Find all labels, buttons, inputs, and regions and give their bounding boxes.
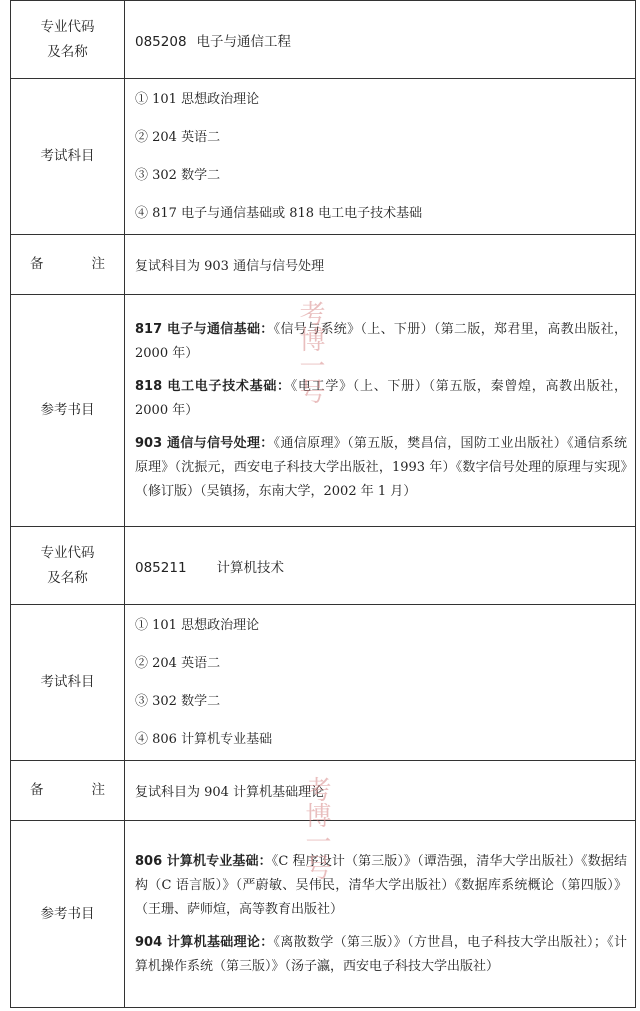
subject-item: ① 101 思想政治理论 — [135, 618, 260, 633]
subjects-label: 考试科目 — [11, 79, 125, 235]
table-row — [11, 761, 636, 821]
note-label-a: 备 — [30, 782, 44, 798]
subject-item: ③ 302 数学二 — [135, 694, 221, 709]
note-label — [11, 235, 125, 295]
books-cell — [125, 295, 636, 527]
program-code: 085208 — [135, 33, 187, 50]
code-label-line1: 专业代码 — [40, 544, 95, 561]
book-text: 《离散数学（第三版）》（方世昌，电子科技大学出版社）；《计算机操作系统（第三版）》（汤子瀛，西安电子科技大学出版社） — [135, 934, 627, 974]
book-title: 818 电工电子技术基础： — [135, 378, 291, 394]
program-code-name — [125, 527, 636, 605]
code-label-line2: 及名称 — [47, 43, 88, 60]
note-text: 复试科目为 903 通信与信号处理 — [125, 235, 636, 295]
book-entry — [135, 850, 627, 922]
subjects-cell — [125, 79, 636, 235]
book-title: 904 计算机基础理论： — [135, 934, 274, 950]
subject-item: ② 204 英语二 — [135, 656, 221, 671]
code-label-line2: 及名称 — [47, 569, 88, 586]
note-label-a: 备 — [30, 256, 44, 272]
book-entry — [135, 931, 627, 979]
book-title: 903 通信与信号处理： — [135, 435, 274, 451]
program-code-name — [125, 1, 636, 79]
book-text: 《电工学》（上、下册）（第五版，秦曾煌，高教出版社，2000 年） — [135, 378, 627, 418]
books-label: 参考书目 — [11, 821, 125, 1008]
table-row — [11, 79, 636, 235]
table-row — [11, 1, 636, 79]
book-title: 817 电子与通信基础： — [135, 321, 274, 337]
subject-item: ③ 302 数学二 — [135, 168, 221, 183]
book-text: 《C 程序设计（第三版）》（谭浩强，清华大学出版社）《数据结构（C 语言版）》（严蔚敏、吴伟民，清华大学出版社）《数据库系统概论（第四版）》（王珊、萨师煊，高等教育出版社） — [135, 853, 627, 917]
book-entry — [135, 318, 627, 366]
table-row — [11, 295, 636, 527]
book-entry — [135, 432, 627, 504]
code-label-cell — [11, 1, 125, 79]
books-cell — [125, 821, 636, 1008]
code-label-line1: 专业代码 — [40, 18, 95, 35]
program-name: 电子与通信工程 — [196, 33, 292, 50]
program-table — [10, 0, 636, 1008]
table-row — [11, 235, 636, 295]
subject-item: ② 204 英语二 — [135, 130, 221, 145]
note-label-b: 注 — [91, 782, 105, 798]
book-text: 《通信原理》（第五版，樊昌信，国防工业出版社）《通信系统原理》（沈振元，西安电子科技大学出版社，1993 年）《数字信号处理的原理与实现》（修订版）（吴镇扬，东南大学，2002 年 1 月） — [135, 435, 627, 499]
note-label-b: 注 — [91, 256, 105, 272]
watermark-text: 考博一号 — [295, 300, 325, 404]
subject-item: ④ 817 电子与通信基础或 818 电工电子技术基础 — [135, 206, 423, 221]
watermark-text: 考博一号 — [301, 776, 331, 880]
subject-item: ④ 806 计算机专业基础 — [135, 732, 273, 747]
table-row — [11, 821, 636, 1008]
subjects-cell — [125, 605, 636, 761]
book-text: 《信号与系统》（上、下册）（第二版，郑君里，高教出版社，2000 年） — [135, 321, 627, 361]
book-title: 806 计算机专业基础： — [135, 853, 272, 869]
table-row — [11, 527, 636, 605]
subjects-label: 考试科目 — [11, 605, 125, 761]
table-row — [11, 605, 636, 761]
note-label — [11, 761, 125, 821]
code-label-cell — [11, 527, 125, 605]
program-name: 计算机技术 — [216, 559, 285, 576]
books-label: 参考书目 — [11, 295, 125, 527]
book-entry — [135, 375, 627, 423]
note-text: 复试科目为 904 计算机基础理论 — [125, 761, 636, 821]
program-code: 085211 — [135, 559, 187, 576]
subject-item: ① 101 思想政治理论 — [135, 92, 260, 107]
